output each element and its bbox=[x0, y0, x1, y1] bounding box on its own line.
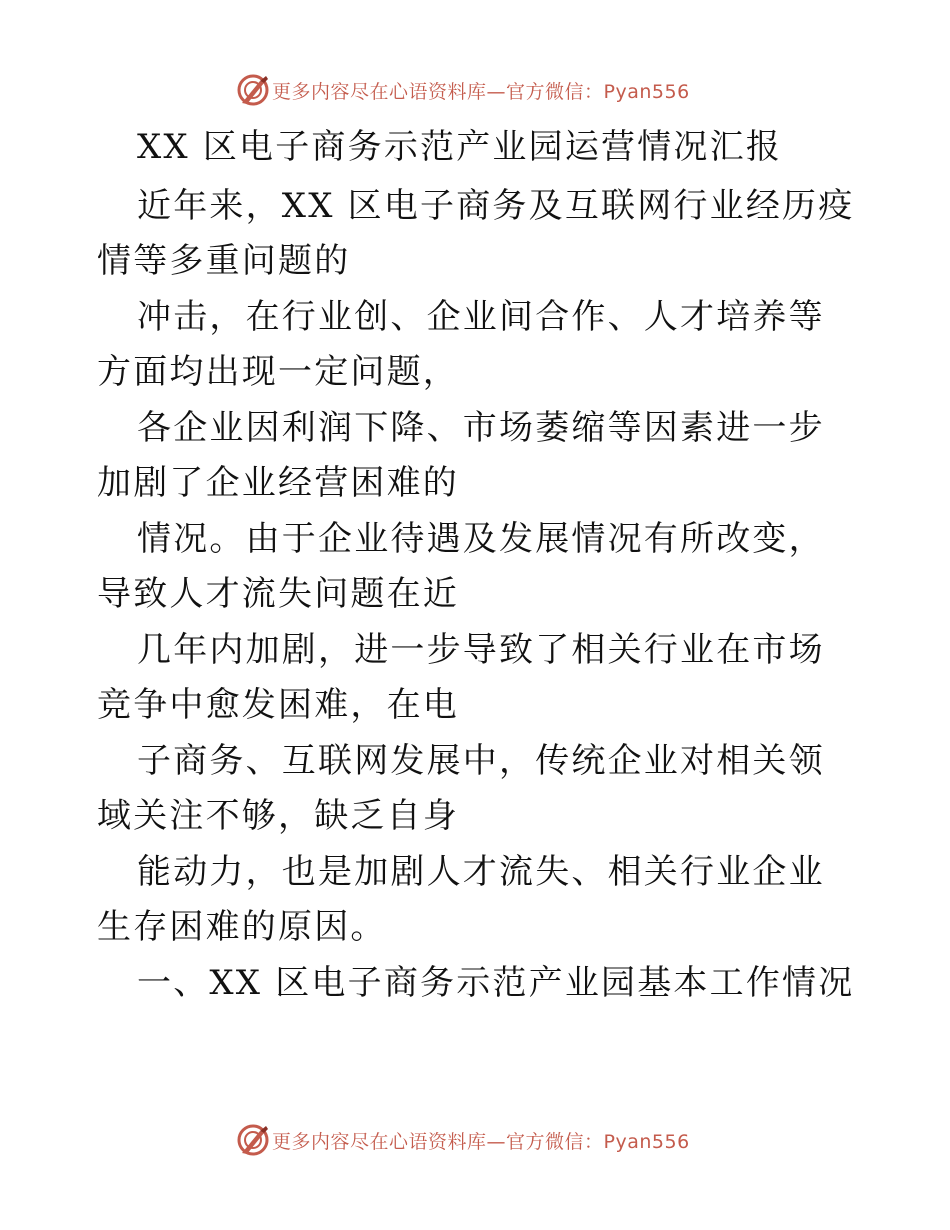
paragraph: 子商务、互联网发展中，传统企业对相关领域关注不够，缺乏自身 bbox=[97, 740, 825, 836]
section-heading: 一、XX 区电子商务示范产业园基本工作情况 bbox=[137, 962, 855, 1003]
paragraph: 几年内加剧，进一步导致了相关行业在市场竞争中愈发困难，在电 bbox=[97, 629, 825, 725]
document-body bbox=[97, 120, 857, 1011]
footer-banner bbox=[236, 1123, 690, 1157]
paragraph: 情况。由于企业待遇及发展情况有所改变，导致人才流失问题在近 bbox=[97, 518, 825, 614]
banner-text: 更多内容尽在心语资料库—官方微信： bbox=[272, 1130, 604, 1153]
banner-text: 更多内容尽在心语资料库—官方微信： bbox=[272, 80, 604, 103]
paragraph: 冲击，在行业创、企业间合作、人才培养等方面均出现一定问题， bbox=[97, 296, 825, 392]
paragraph: 各企业因利润下降、市场萎缩等因素进一步加剧了企业经营困难的 bbox=[97, 407, 825, 503]
paragraph: 能动力，也是加剧人才流失、相关行业企业生存困难的原因。 bbox=[97, 851, 825, 947]
banner-wechat-id: Pyan556 bbox=[603, 80, 690, 103]
document-title: XX 区电子商务示范产业园运营情况汇报 bbox=[137, 127, 783, 167]
banner-wechat-id: Pyan556 bbox=[603, 1130, 690, 1153]
pen-logo-icon bbox=[236, 1123, 270, 1157]
header-banner bbox=[236, 73, 690, 107]
pen-logo-icon bbox=[236, 73, 270, 107]
paragraph: 近年来，XX 区电子商务及互联网行业经历疫情等多重问题的 bbox=[97, 185, 855, 281]
